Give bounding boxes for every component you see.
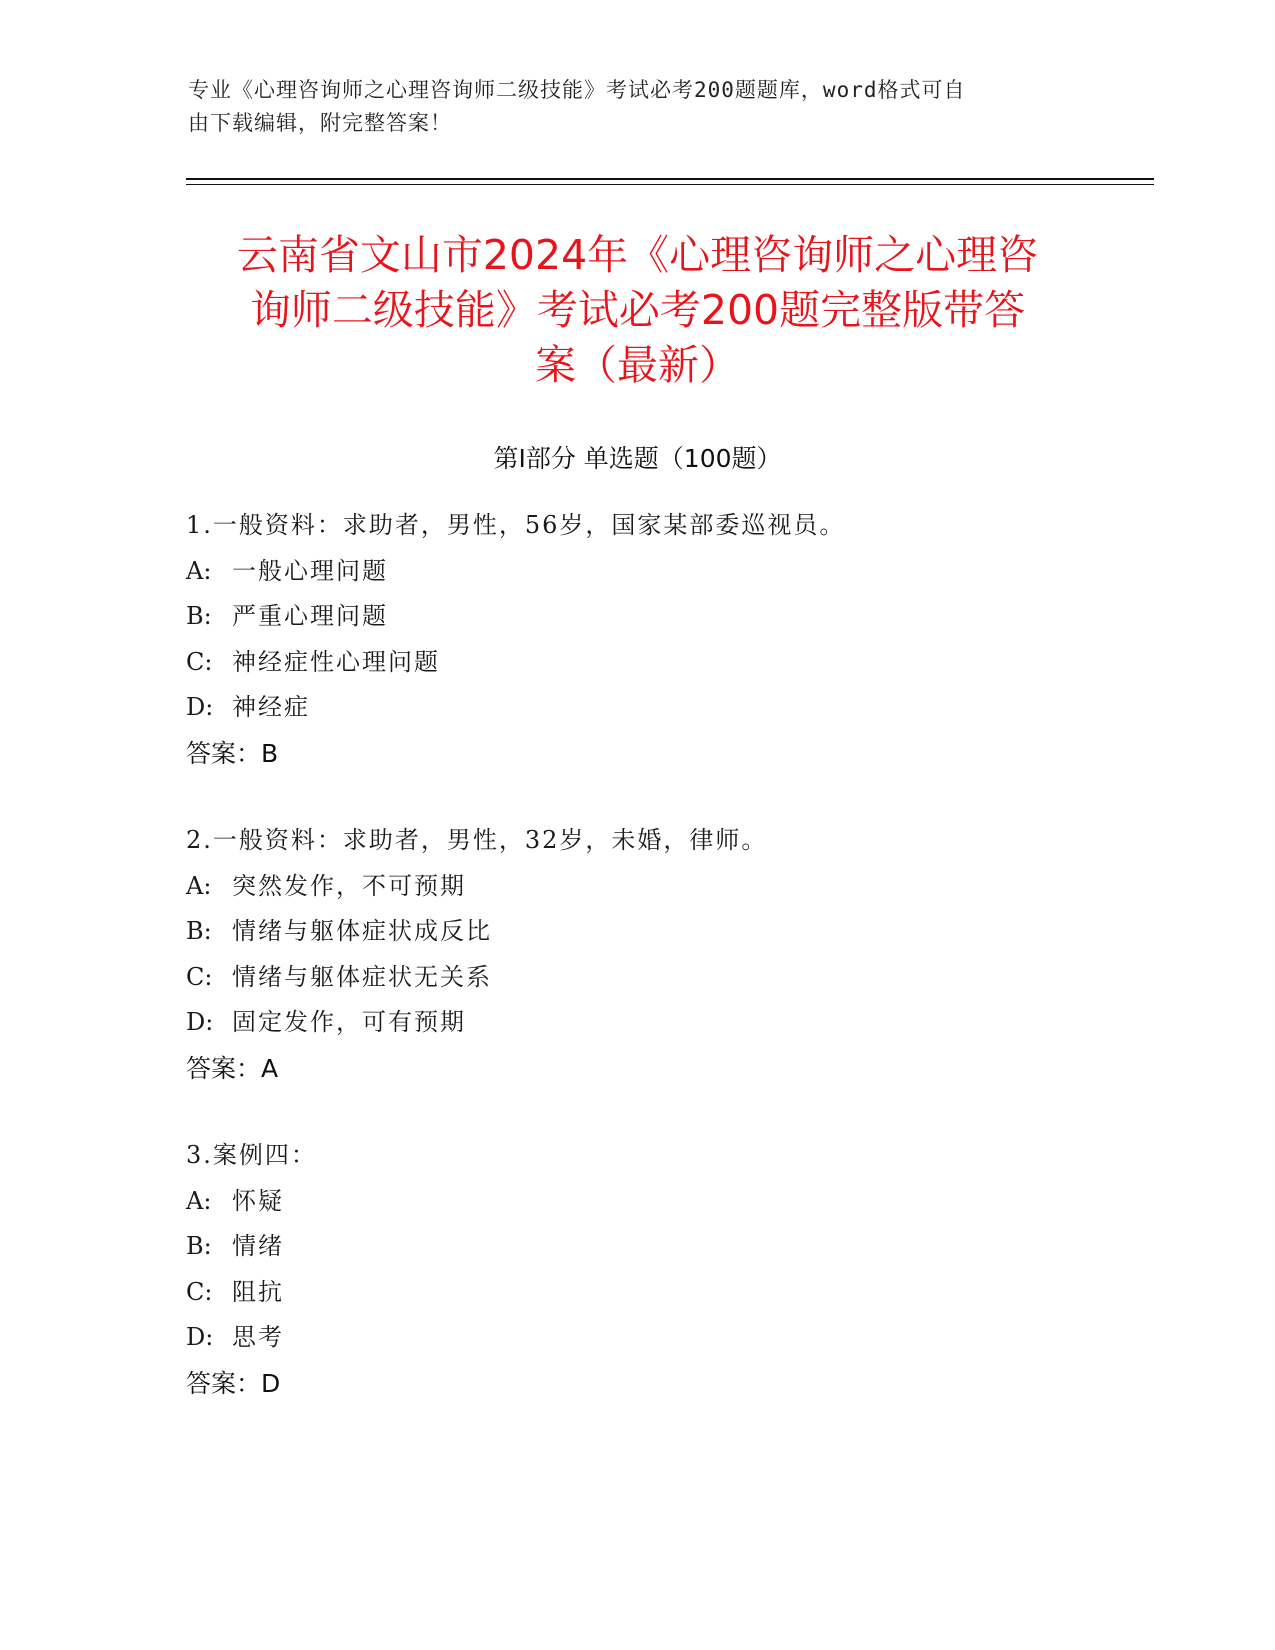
option-letter: C: bbox=[186, 647, 213, 676]
document-title-line-3: 案（最新） bbox=[535, 341, 740, 389]
option-text: 怀疑 bbox=[232, 1186, 284, 1215]
header-note-line-1: 专业《心理咨询师之心理咨询师二级技能》考试必考200题题库，word格式可自 bbox=[188, 78, 966, 102]
answer-line: 答案：D bbox=[186, 1368, 281, 1398]
option-letter: D: bbox=[186, 1323, 214, 1351]
document-title bbox=[160, 228, 1115, 393]
option-text: 情绪与躯体症状无关系 bbox=[232, 962, 492, 991]
option-text: 突然发作，不可预期 bbox=[232, 871, 466, 900]
option-letter: B: bbox=[186, 1232, 212, 1260]
option-letter: D: bbox=[186, 693, 214, 721]
answer-line: 答案：B bbox=[186, 738, 279, 768]
question-stem: 1.一般资料：求助者，男性，56岁，国家某部委巡视员。 bbox=[186, 511, 846, 539]
option-letter: A: bbox=[186, 1186, 212, 1215]
option-d bbox=[186, 1315, 1086, 1361]
section-heading: 第Ⅰ部分 单选题（100题） bbox=[493, 444, 782, 473]
option-text: 神经症 bbox=[232, 693, 310, 721]
option-text: 思考 bbox=[232, 1323, 284, 1351]
question-2 bbox=[186, 818, 1086, 1091]
option-letter: D: bbox=[186, 1008, 214, 1036]
question-stem: 3.案例四： bbox=[186, 1141, 317, 1169]
option-b bbox=[186, 1224, 1086, 1270]
option-a bbox=[186, 549, 1086, 595]
option-a bbox=[186, 1179, 1086, 1225]
document-title-line-1: 云南省文山市2024年《心理咨询师之心理咨 bbox=[236, 231, 1039, 279]
option-letter: B: bbox=[186, 602, 212, 630]
option-letter: C: bbox=[186, 962, 213, 991]
header-note-line-2: 由下载编辑，附完整答案！ bbox=[188, 111, 452, 135]
option-d bbox=[186, 1000, 1086, 1046]
option-letter: C: bbox=[186, 1277, 213, 1306]
option-text: 情绪 bbox=[232, 1232, 284, 1260]
answer-line: 答案：A bbox=[186, 1053, 279, 1083]
option-letter: A: bbox=[186, 556, 212, 585]
header-divider bbox=[186, 178, 1154, 185]
divider-thin-line bbox=[186, 184, 1154, 185]
question-stem: 2.一般资料：求助者，男性，32岁，未婚，律师。 bbox=[186, 826, 768, 854]
option-d bbox=[186, 685, 1086, 731]
option-a bbox=[186, 864, 1086, 910]
option-text: 固定发作，可有预期 bbox=[232, 1008, 466, 1036]
option-letter: A: bbox=[186, 871, 212, 900]
option-c bbox=[186, 1270, 1086, 1316]
document-title-line-2: 询师二级技能》考试必考200题完整版带答 bbox=[249, 286, 1026, 334]
option-text: 一般心理问题 bbox=[232, 556, 388, 585]
option-b bbox=[186, 594, 1086, 640]
option-text: 神经症性心理问题 bbox=[232, 647, 440, 676]
option-text: 阻抗 bbox=[232, 1277, 284, 1306]
option-c bbox=[186, 955, 1086, 1001]
option-letter: B: bbox=[186, 917, 212, 945]
divider-thick-line bbox=[186, 178, 1154, 180]
option-b bbox=[186, 909, 1086, 955]
question-1 bbox=[186, 503, 1086, 776]
option-text: 严重心理问题 bbox=[232, 602, 388, 630]
option-text: 情绪与躯体症状成反比 bbox=[232, 917, 492, 945]
header-note bbox=[188, 74, 1088, 140]
option-c bbox=[186, 640, 1086, 686]
question-3 bbox=[186, 1133, 1086, 1406]
